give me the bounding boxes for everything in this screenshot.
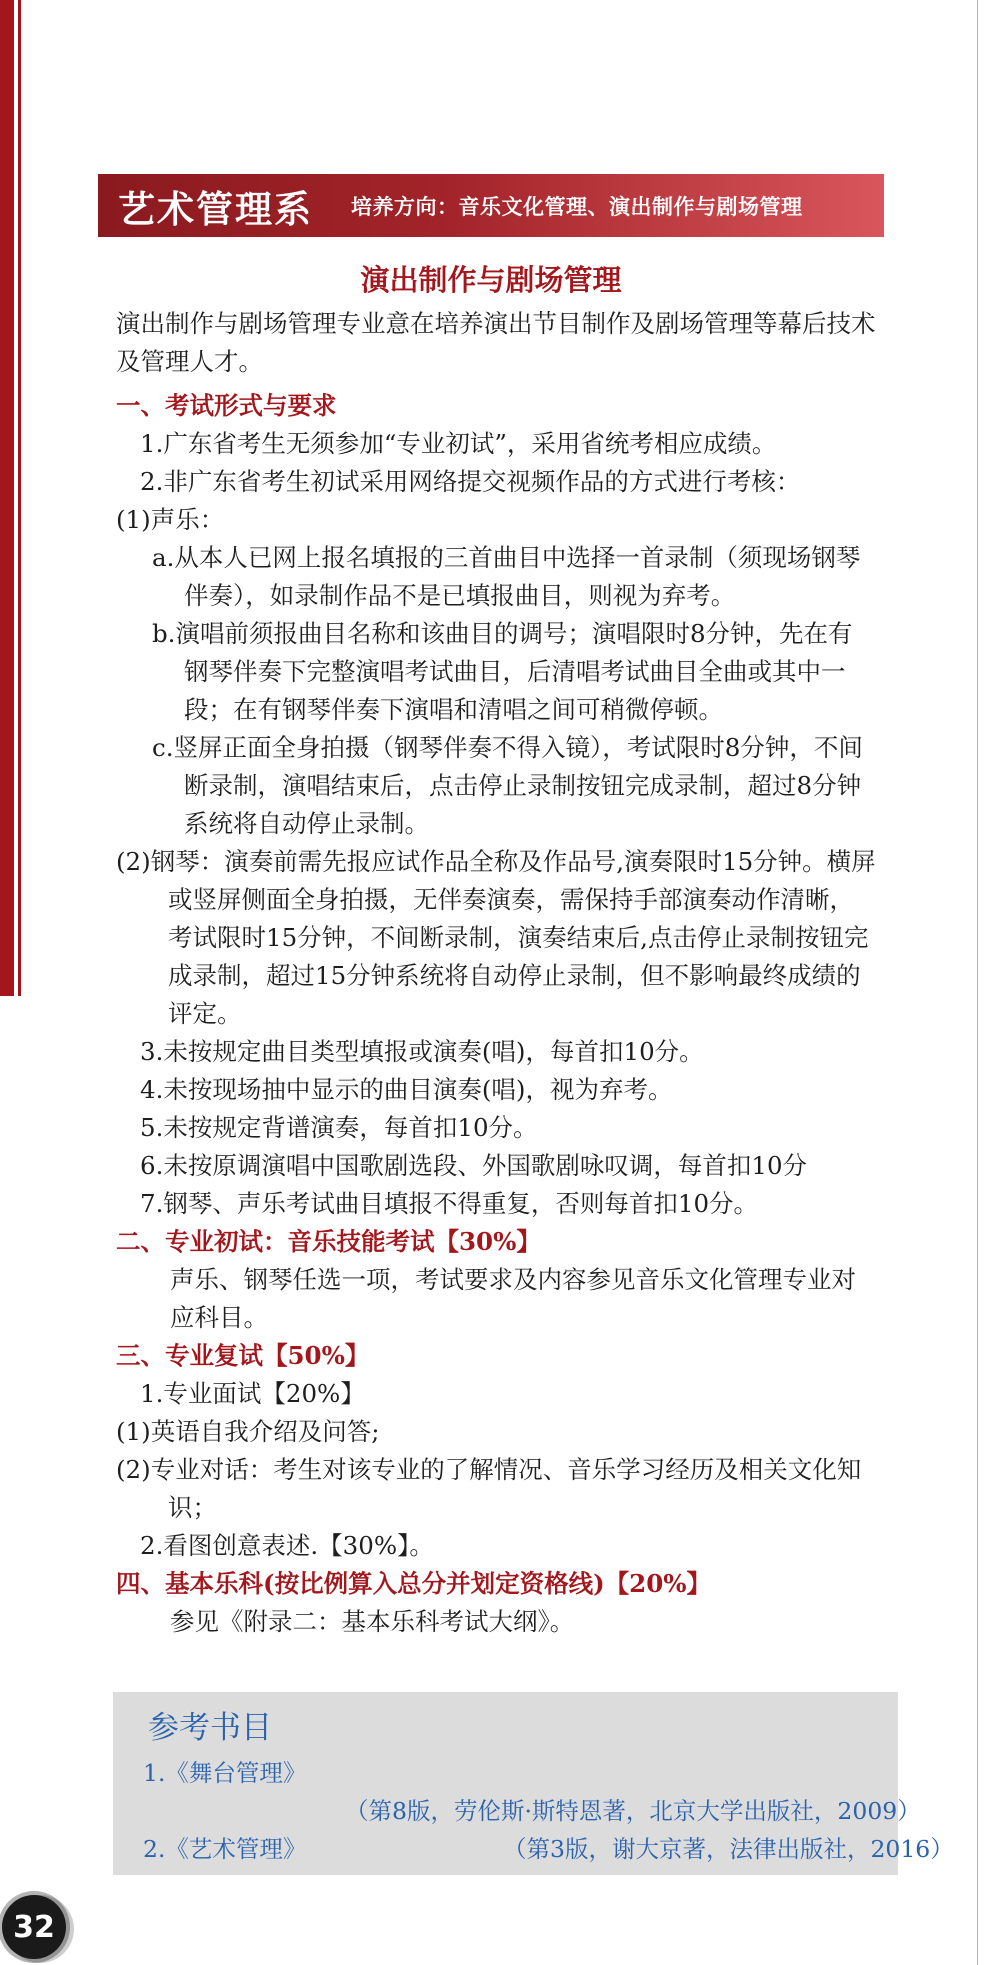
section-text: 声乐、钢琴任选一项，考试要求及内容参见音乐文化管理专业对应科目。: [170, 1265, 856, 1332]
list-item: 6.未按原调演唱中国歌剧选段、外国歌剧咏叹调，每首扣10分: [140, 1151, 808, 1180]
right-page-border: [977, 0, 978, 1965]
book-1-detail: （第8版，劳伦斯·斯特恩著，北京大学出版社，2009）: [345, 1797, 921, 1825]
list-item: 3.未按规定曲目类型填报或演奏(唱)，每首扣10分。: [140, 1037, 704, 1066]
list-item: 1.专业面试【20%】: [140, 1379, 365, 1408]
sub-item: (2)专业对话：考生对该专业的了解情况、音乐学习经历及相关文化知识；: [116, 1455, 862, 1522]
book-1-title: 1.《舞台管理》: [143, 1759, 307, 1787]
reference-books-box: [113, 1692, 954, 1875]
sub-item-vocal-c: c.竖屏正面全身拍摄（钢琴伴奏不得入镜），考试限时8分钟，不间断录制，演唱结束后，点击停止录制按钮完成录制，超过8分钟系统将自动停止录制。: [152, 733, 863, 838]
list-item: 5.未按规定背谱演奏，每首扣10分。: [140, 1113, 538, 1142]
book-2-detail: （第3版，谢大京著，法律出版社，2016）: [503, 1835, 954, 1863]
training-direction: 培养方向：音乐文化管理、演出制作与剧场管理: [351, 193, 803, 219]
intro-paragraph: 演出制作与剧场管理专业意在培养演出节目制作及剧场管理等幕后技术及管理人才。: [116, 309, 876, 376]
section-heading-reexam: 三、专业复试【50%】: [116, 1341, 370, 1370]
sub-item-piano: (2)钢琴：演奏前需先报应试作品全称及作品号,演奏限时15分钟。横屏或竖屏侧面全身拍摄，无伴奏演奏，需保持手部演奏动作清晰，考试限时15分钟，不间断录制，演奏结束后,点击停止录制按钮完成录制，超过15分钟系统将自动停止录制，但不影响最终成绩的评定。: [116, 847, 876, 1028]
section-heading-basic-music: 四、基本乐科(按比例算入总分并划定资格线)【20%】: [116, 1569, 712, 1598]
sub-item-vocal-label: (1)声乐：: [116, 505, 225, 534]
main-content: [116, 305, 876, 1641]
list-item: 1.广东省考生无须参加“专业初试”，采用省统考相应成绩。: [140, 429, 777, 458]
list-item: 2.看图创意表述.【30%】。: [140, 1531, 434, 1560]
sub-item-vocal-a: a.从本人已网上报名填报的三首曲目中选择一首录制（须现场钢琴伴奏），如录制作品不是已填报曲目，则视为弃考。: [152, 543, 861, 610]
section-heading-preliminary: 二、专业初试：音乐技能考试【30%】: [116, 1227, 541, 1256]
list-item: 7.钢琴、声乐考试曲目填报不得重复，否则每首扣10分。: [140, 1189, 759, 1218]
left-decorative-bar: [0, 0, 14, 996]
department-banner: [98, 174, 884, 237]
section-heading-exam-format: 一、考试形式与要求: [116, 391, 337, 420]
left-decorative-line: [18, 0, 21, 996]
list-item: 4.未按现场抽中显示的曲目演奏(唱)，视为弃考。: [140, 1075, 673, 1104]
department-name: 艺术管理系: [118, 186, 313, 231]
page-number-badge: 32: [2, 1895, 66, 1959]
sub-item-vocal-b: b.演唱前须报曲目名称和该曲目的调号；演唱限时8分钟，先在有钢琴伴奏下完整演唱考试曲目，后清唱考试曲目全曲或其中一段；在有钢琴伴奏下演唱和清唱之间可稍微停顿。: [152, 619, 853, 724]
book-2-title: 2.《艺术管理》: [143, 1835, 307, 1863]
page-title: 演出制作与剧场管理: [360, 263, 622, 297]
section-text: 参见《附录二：基本乐科考试大纲》。: [170, 1607, 575, 1636]
reference-title: 参考书目: [148, 1710, 272, 1746]
list-item: 2.非广东省考生初试采用网络提交视频作品的方式进行考核：: [140, 467, 801, 496]
sub-item: (1)英语自我介绍及问答;: [116, 1417, 380, 1446]
